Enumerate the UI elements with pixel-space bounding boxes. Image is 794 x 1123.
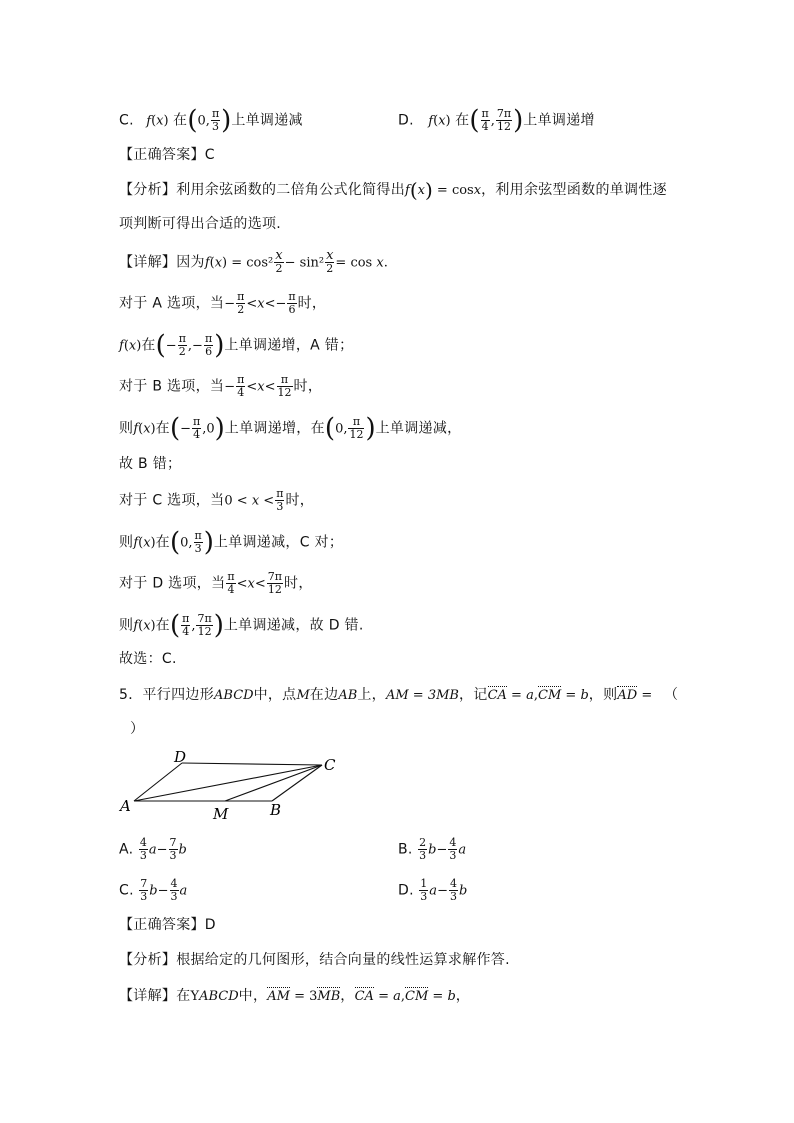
q4-c-line2: 则f(x)在(0, $\frac{\pi}{3}$ )上单调递减，C 对； <box>119 527 344 558</box>
q5-option-d: D. $\frac{1}{3}$ a− $\frac{4}{3}$ b <box>398 877 468 903</box>
q4-b-line2: 则f(x)在(− $\frac{\pi}{4}$ ,0)上单调递增，在(0, $\frac{\pi}{12}$ )上单调递减， <box>119 413 462 444</box>
parallelogram-figure <box>110 745 350 825</box>
q4-choose: 故选：C. <box>119 651 177 667</box>
q4-b-line1: 对于 B 选项，当− $\frac{\pi}{4}$ <x< $\frac{\pi}{12}$ 时， <box>119 373 323 399</box>
q5-analysis: 【分析】根据给定的几何图形，结合向量的线性运算求解作答. <box>119 952 510 968</box>
label-b: B <box>270 801 282 819</box>
q5-paren-close: ） <box>130 721 145 737</box>
q4-option-d: D. f(x) 在( $\frac{\pi}{4}$ , $\frac{7\pi}{12}$ )上单调递增 <box>398 105 595 136</box>
label-d: D <box>174 748 187 766</box>
label-a: A <box>120 797 131 815</box>
q4-detail: 【详解】因为f(x) = cos² $\frac{x}{2}$ − sin² $\frac{x}{2}$ = cos x. <box>119 248 388 275</box>
fraction: $\frac{\pi}{4}$ <box>481 107 489 133</box>
q4-d-line1: 对于 D 选项，当 $\frac{\pi}{4}$ <x< $\frac{7\pi}{12}$ 时， <box>119 570 313 596</box>
q5-answer: 【正确答案】D <box>119 917 216 933</box>
q4-option-c: C. f(x) 在(0, $\frac{\pi}{3}$ )上单调递减 <box>119 105 303 136</box>
q4-b-line3: 故 B 错； <box>119 456 182 472</box>
label-c: C <box>324 756 336 774</box>
label-m: M <box>213 805 229 823</box>
q4-a-line1: 对于 A 选项，当− $\frac{\pi}{2}$ <x<− $\frac{\pi}{6}$ 时， <box>119 290 327 316</box>
q4-d-line2: 则f(x)在( $\frac{\pi}{4}$ , $\frac{7\pi}{12}$ )上单调递减，故 D 错. <box>119 610 364 641</box>
q5-detail: 【详解】在YABCD中，AM = 3MB，CA = a,CM = b， <box>119 986 470 1007</box>
q5-option-a: A. $\frac{4}{3}$ a− $\frac{7}{3}$ b <box>119 836 187 862</box>
q4-c-line1: 对于 C 选项，当0 < x < $\frac{\pi}{3}$ 时， <box>119 487 315 513</box>
q4-answer: 【正确答案】C <box>119 147 215 163</box>
q5-paren-open: （ <box>664 687 679 703</box>
q4-analysis-line2: 项判断可得出合适的选项. <box>119 216 282 232</box>
fraction: $\frac{\pi}{3}$ <box>211 107 220 133</box>
q4-a-line2: f(x)在(− $\frac{\pi}{2}$ ,− $\frac{\pi}{6}$ )上单调递增，A 错； <box>119 330 354 361</box>
q4-analysis-line1: 【分析】利用余弦函数的二倍角公式化简得出f(x) = cosx，利用余弦型函数的单调性逐 <box>119 178 667 202</box>
q5-option-b: B. $\frac{2}{3}$ b− $\frac{4}{3}$ a <box>398 836 467 862</box>
q5-option-c: C. $\frac{7}{3}$ b− $\frac{4}{3}$ a <box>119 877 188 903</box>
fraction: $\frac{7\pi}{12}$ <box>496 107 512 133</box>
q5-stem: 5．平行四边形ABCD中，点M在边AB上，AM = 3MB，记CA = a,CM = b，则AD = <box>119 685 652 706</box>
